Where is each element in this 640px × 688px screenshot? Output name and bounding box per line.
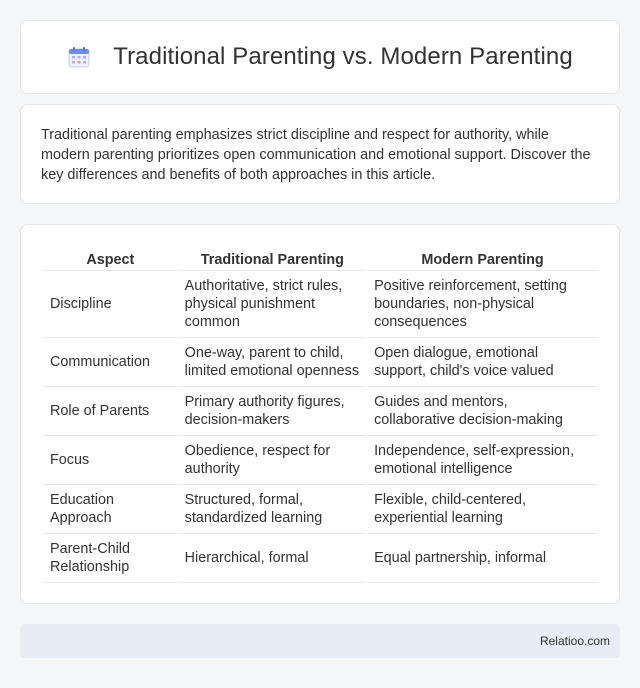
cell-traditional: Authoritative, strict rules, physical punishment common bbox=[179, 271, 366, 338]
footer-bar bbox=[20, 624, 620, 658]
cell-aspect: Focus bbox=[44, 436, 177, 485]
cell-modern: Equal partnership, informal bbox=[368, 534, 597, 583]
table-card bbox=[20, 224, 620, 604]
header-modern: Modern Parenting bbox=[368, 245, 597, 271]
cell-aspect: Education Approach bbox=[44, 485, 177, 534]
cell-aspect: Parent-Child Relationship bbox=[44, 534, 177, 583]
calendar-icon bbox=[67, 45, 91, 69]
cell-traditional: Primary authority figures, decision-makers bbox=[179, 387, 366, 436]
cell-modern: Flexible, child-centered, experiential learning bbox=[368, 485, 597, 534]
cell-modern: Open dialogue, emotional support, child's voice valued bbox=[368, 338, 597, 387]
page-title: Traditional Parenting vs. Modern Parenting bbox=[113, 43, 573, 70]
header-card bbox=[20, 20, 620, 94]
cell-modern: Independence, self-expression, emotional intelligence bbox=[368, 436, 597, 485]
table-row bbox=[44, 436, 597, 485]
header-inner bbox=[67, 43, 573, 71]
table-row bbox=[44, 534, 597, 583]
intro-text: Traditional parenting emphasizes strict discipline and respect for authority, while modern parenting prioritizes open communication and emotional support. Discover the key differences and benefits of both approaches in this article. bbox=[41, 127, 591, 183]
header-traditional: Traditional Parenting bbox=[179, 245, 366, 271]
cell-aspect: Discipline bbox=[44, 271, 177, 338]
cell-aspect: Role of Parents bbox=[44, 387, 177, 436]
cell-traditional: Obedience, respect for authority bbox=[179, 436, 366, 485]
cell-traditional: Structured, formal, standardized learning bbox=[179, 485, 366, 534]
table-row bbox=[44, 271, 597, 338]
table-row bbox=[44, 338, 597, 387]
cell-aspect: Communication bbox=[44, 338, 177, 387]
table-header-row bbox=[44, 245, 597, 271]
footer-site-link[interactable]: Relatioo.com bbox=[539, 634, 610, 648]
header-aspect: Aspect bbox=[44, 245, 177, 271]
cell-modern: Guides and mentors, collaborative decision-making bbox=[368, 387, 597, 436]
cell-traditional: Hierarchical, formal bbox=[179, 534, 366, 583]
cell-modern: Positive reinforcement, setting boundaries, non-physical consequences bbox=[368, 271, 597, 338]
intro-card bbox=[20, 104, 620, 204]
table-row bbox=[44, 485, 597, 534]
table-row bbox=[44, 387, 597, 436]
comparison-table bbox=[42, 245, 599, 583]
cell-traditional: One-way, parent to child, limited emotional openness bbox=[179, 338, 366, 387]
